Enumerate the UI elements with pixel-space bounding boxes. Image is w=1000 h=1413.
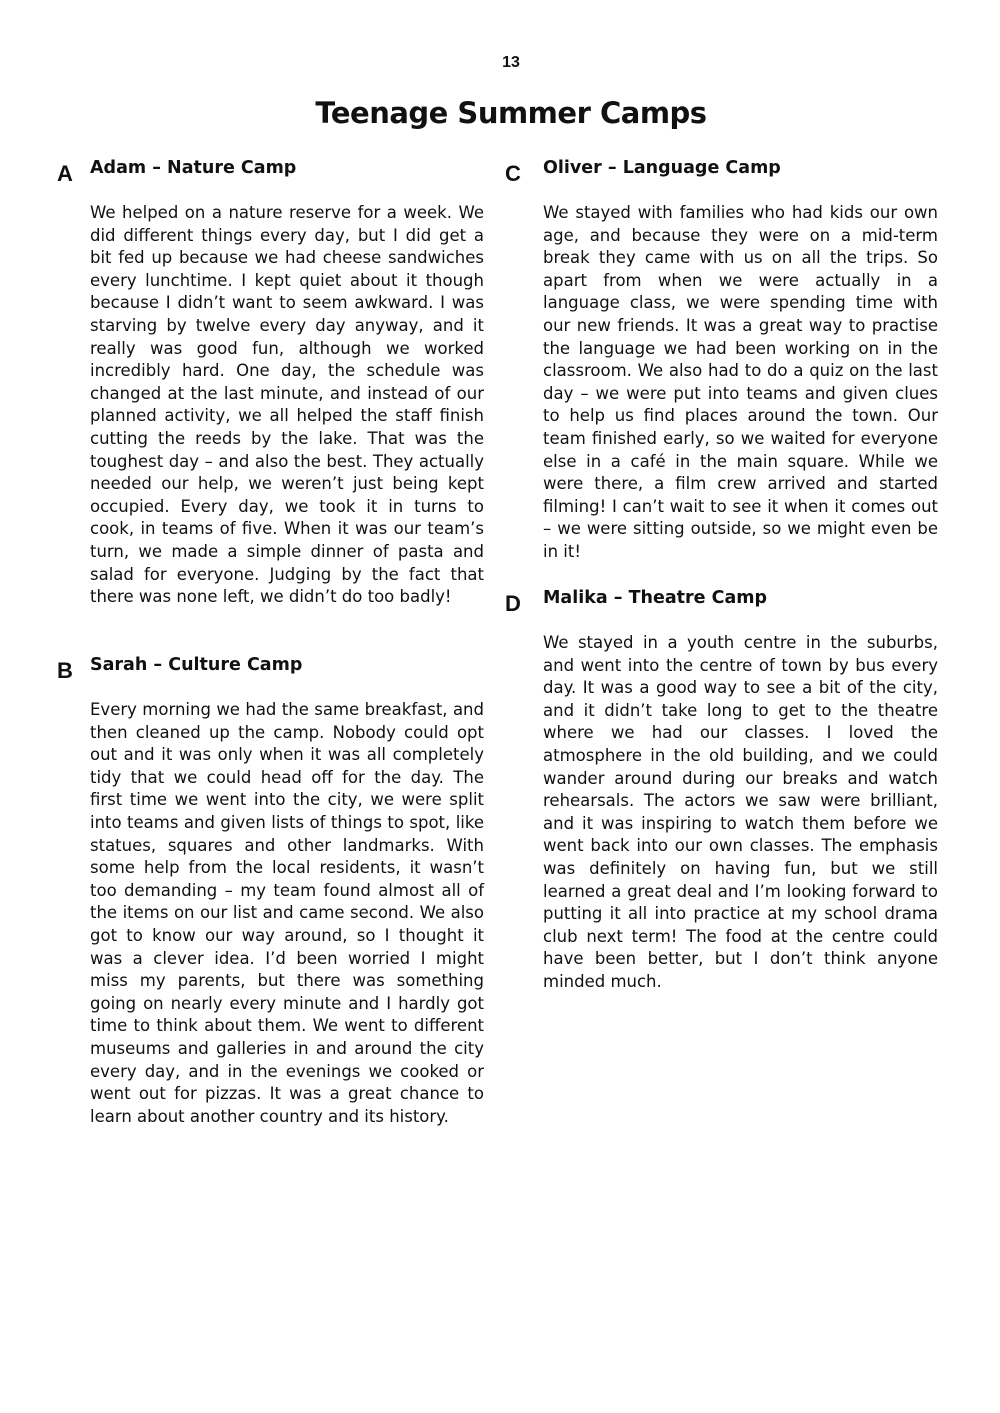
section-letter: C	[505, 161, 521, 186]
page-number: 13	[502, 54, 520, 71]
section-heading: Malika – Theatre Camp	[543, 588, 768, 608]
section-letter: B	[57, 658, 73, 683]
section-letter: A	[57, 161, 73, 186]
section-text: We stayed in a youth centre in the suburbs, and went into the centre of town by bus every day. It was a good way to see a bit of the city, and it didn’t take long to get to the theatre where we had our classes. I loved the atmosphere in the old building, and we could wander around during our breaks and watch rehearsals. The actors we saw were brilliant, and it was inspiring to watch them before we went back into our own classes. The emphasis was definitely on having fun, but we still learned a great deal and I’m looking forward to putting it all into practice at my school drama club next term! The food at the centre could have been better, but I don’t think anyone minded much.	[543, 633, 938, 991]
section-text: We helped on a nature reserve for a week. We did different things every day, but I did get a bit fed up because we had cheese sandwiches every lunchtime. I kept quiet about it though because I didn’t want to seem awkward. I was starving by twelve every day anyway, and it really was good fun, although we worked incredibly hard. One day, the schedule was changed at the last minute, and instead of our planned activity, we all helped the staff finish cutting the reeds by the lake. That was the toughest day – and also the best. They actually needed our help, we weren’t just being kept occupied. Every day, we took it in turns to cook, in teams of five. When it was our team’s turn, we made a simple dinner of pasta and salad for everyone. Judging by the fact that there was none left, we didn’t do too badly!	[90, 203, 484, 607]
section-heading: Oliver – Language Camp	[543, 158, 781, 178]
section-heading: Sarah – Culture Camp	[90, 655, 303, 675]
page-title: Teenage Summer Camps	[315, 96, 707, 130]
section-heading: Adam – Nature Camp	[90, 158, 297, 178]
section-text: Every morning we had the same breakfast, and then cleaned up the camp. Nobody could opt out and it was only when it was all completely tidy that we could head off for the day. The first time we went into the city, we were split into teams and given lists of things to spot, like statues, squares and other landmarks. With some help from the local residents, it wasn’t too demanding – my team found almost all of the items on our list and came second. We also got to know our way around, so I thought it was a clever idea. I’d been worried I might miss my parents, but there was something going on nearly every minute and I hardly got time to think about them. We went to different museums and galleries in and around the city every day, and in the evenings we cooked or went out for pizzas. It was a great chance to learn about another country and its history.	[90, 700, 484, 1126]
section-text: We stayed with families who had kids our own age, and because they were on a mid-term break they came with us on all the trips. So apart from when we were actually in a language class, we were spending time with our new friends. It was a great way to practise the language we had been working on in the classroom. We also had to do a quiz on the last day – we were put into teams and given clues to help us find places around the town. Our team finished early, so we waited for everyone else in a café in the main square. While we were there, a film crew arrived and started filming! I can’t wait to see it when it comes out – we were sitting outside, so we might even be in it!	[543, 203, 938, 561]
section-letter: D	[505, 591, 521, 616]
